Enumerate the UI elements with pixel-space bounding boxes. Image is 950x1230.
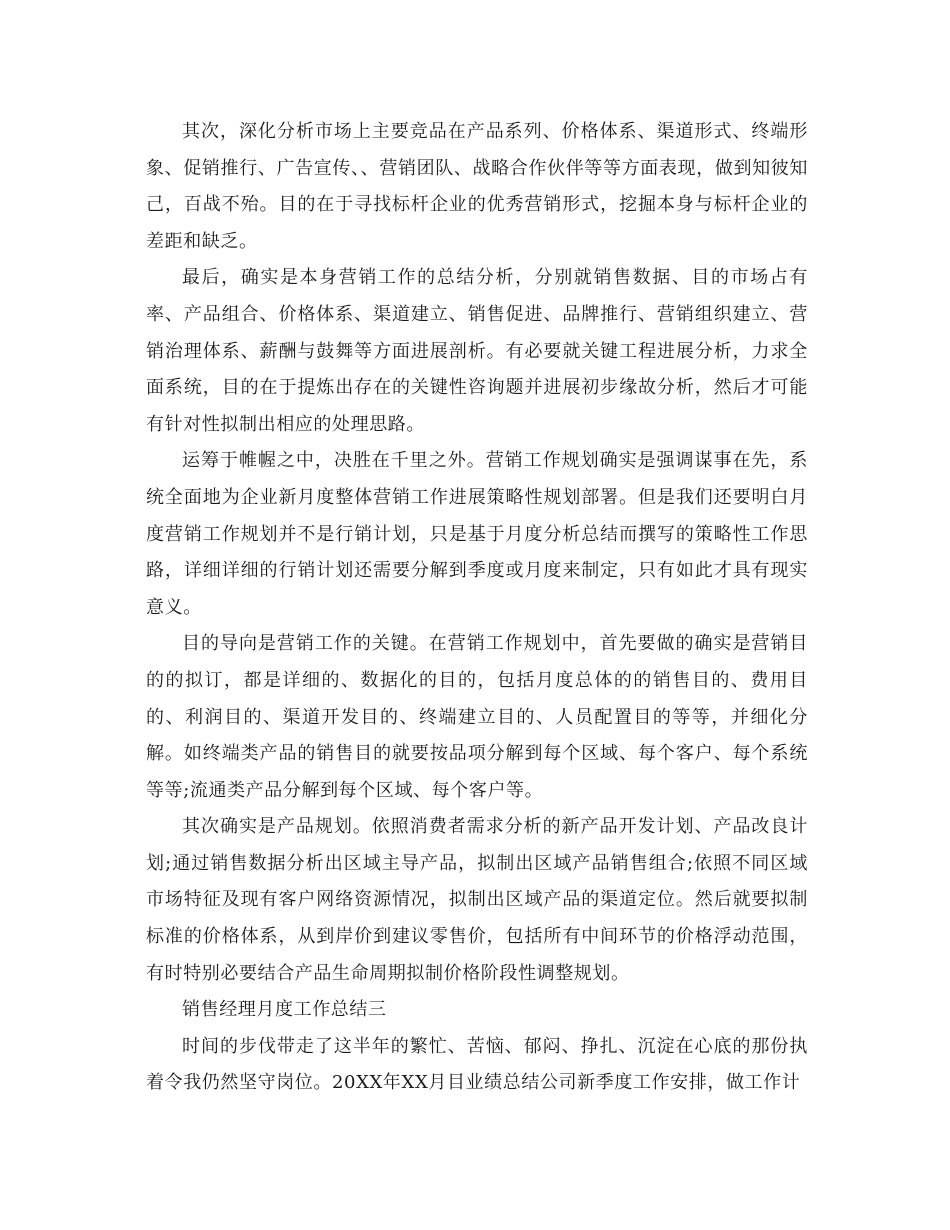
paragraph-goal-orientation: 目的导向是营销工作的关键。在营销工作规划中，首先要做的确实是营销目的的拟订，都是详细的、数据化的目的，包括月度总体的的销售目的、费用目的、利润目的、渠道开发目的、终端建立目的、人员配置目的等等，并细化分解。如终端类产品的销售目的就要按品项分解到每个区域、每个客户、每个系统等等;流通类产品分解到每个区域、每个客户等。	[146, 633, 808, 801]
paragraph-summary-intro: 时间的步伐带走了这半年的繁忙、苦恼、郁闷、挣扎、沉淀在心底的那份执着令我仍然坚守岗位。20XX年XX月目业绩总结公司新季度工作安排，做工作计	[146, 1035, 808, 1094]
section-heading: 销售经理月度工作总结三	[182, 999, 387, 1021]
document-body	[146, 114, 808, 1102]
paragraph-product-planning: 其次确实是产品规划。依照消费者需求分析的新产品开发计划、产品改良计划;通过销售数据分析出区域主导产品，拟制出区域产品销售组合;依照不同区域市场特征及现有客户网络资源情况，拟制出区域产品的渠道定位。然后就要拟制标准的价格体系，从到岸价到建议零售价，包括所有中间环节的价格浮动范围，有时特别必要结合产品生命周期拟制价格阶段性调整规划。	[146, 816, 808, 984]
paragraph-self-analysis: 最后，确实是本身营销工作的总结分析，分别就销售数据、目的市场占有率、产品组合、价格体系、渠道建立、销售促进、品牌推行、营销组织建立、营销治理体系、薪酬与鼓舞等方面进展剖析。有必要就关键工程进展分析，力求全面系统，目的在于提炼出存在的关键性咨询题并进展初步缘故分析，然后才可能有针对性拟制出相应的处理思路。	[146, 267, 808, 435]
paragraph-competitor-analysis: 其次，深化分析市场上主要竞品在产品系列、价格体系、渠道形式、终端形象、促销推行、广告宣传、、营销团队、战略合作伙伴等等方面表现，做到知彼知己，百战不殆。目的在于寻找标杆企业的优秀营销形式，挖掘本身与标杆企业的差距和缺乏。	[146, 121, 808, 252]
paragraph-strategic-planning: 运筹于帷幄之中，决胜在千里之外。营销工作规划确实是强调谋事在先，系统全面地为企业新月度整体营销工作进展策略性规划部署。但是我们还要明白月度营销工作规划并不是行销计划，只是基于月度分析总结而撰写的策略性工作思路，详细详细的行销计划还需要分解到季度或月度来制定，只有如此才具有现实意义。	[146, 450, 808, 618]
